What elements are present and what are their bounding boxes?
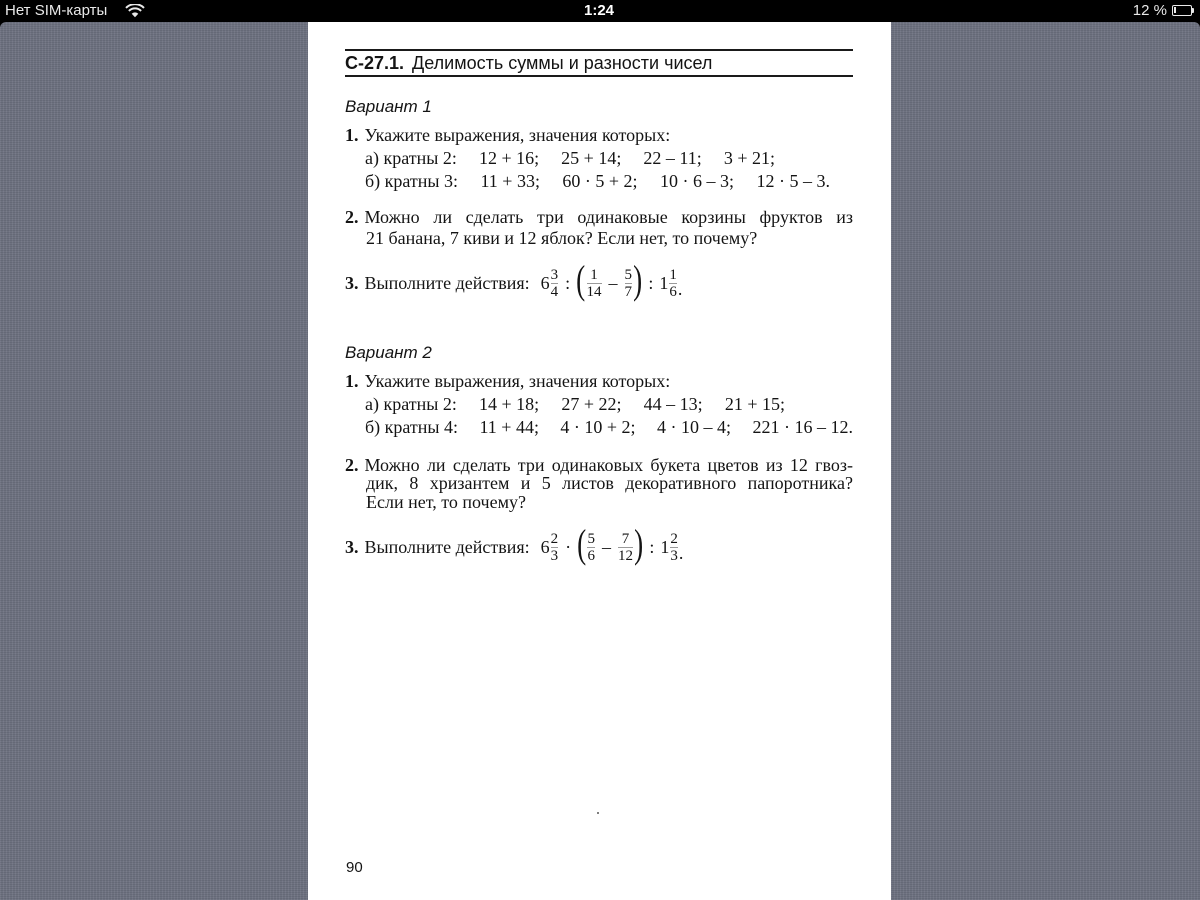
- battery-percentage: 12 %: [1132, 2, 1167, 19]
- fraction-denominator: 6: [669, 283, 677, 300]
- task-text: Можно ли сделать три одинаковых букета цветов из 12 гвоз-: [364, 455, 853, 475]
- expression-item: 11 + 44;: [479, 417, 539, 437]
- exercise-code: С-27.1.: [345, 53, 405, 73]
- expression-item: 11 + 33;: [480, 171, 540, 191]
- part-label: б) кратны 4:: [365, 417, 459, 437]
- page-speck: [597, 812, 599, 814]
- variant-1-task-1-part-b: [365, 170, 830, 192]
- fraction-denominator: 3: [550, 547, 559, 564]
- expression-item: 27 + 22;: [561, 394, 622, 414]
- operator: –: [608, 272, 618, 293]
- task-text: Укажите выражения, значения которых:: [364, 371, 671, 391]
- fraction: [625, 267, 633, 300]
- operator: :: [648, 272, 654, 293]
- expression-item: 14 + 18;: [479, 394, 540, 414]
- fraction-denominator: 14: [586, 283, 602, 300]
- expression-item: 22 – 11;: [643, 148, 702, 168]
- task-text: Можно ли сделать три одинаковые корзины фруктов из: [364, 207, 853, 227]
- fraction: [618, 531, 633, 564]
- task-text: Выполните действия:: [364, 536, 530, 557]
- operator: :: [565, 272, 571, 293]
- open-parenthesis: (: [576, 257, 586, 302]
- fraction-numerator: 1: [669, 266, 677, 283]
- expression-item: 4 · 10 + 2;: [560, 417, 636, 437]
- fraction: [670, 531, 678, 564]
- battery-icon: [1172, 5, 1192, 16]
- part-label: а) кратны 2:: [365, 148, 457, 168]
- fraction-denominator: 12: [617, 547, 633, 564]
- mixed-number-whole: 1: [659, 272, 669, 293]
- document-page[interactable]: [308, 22, 891, 900]
- wifi-icon: [125, 4, 145, 18]
- task-number: 1.: [345, 125, 359, 145]
- expression-item: 60 · 5 + 2;: [562, 171, 638, 191]
- expression-item: 4 · 10 – 4;: [657, 417, 732, 437]
- battery-nub: [1192, 8, 1194, 13]
- expression-item: 21 + 15;: [724, 394, 785, 414]
- task-number: 3.: [345, 536, 359, 557]
- mixed-number-whole: 1: [660, 536, 670, 557]
- part-label: а) кратны 2:: [365, 394, 457, 414]
- fraction-numerator: 5: [624, 266, 632, 283]
- variant-1-title: Вариант 1: [345, 97, 432, 116]
- task-text: Укажите выражения, значения которых:: [364, 125, 671, 145]
- variant-2-task-2-line-2: дик, 8 хризантем и 5 листов декоративного папоротника?: [366, 473, 853, 493]
- open-parenthesis: (: [577, 521, 587, 566]
- fraction-numerator: 2: [550, 530, 559, 547]
- exercise-title: Делимость суммы и разности чисел: [412, 53, 713, 73]
- document-viewer[interactable]: [0, 22, 1200, 900]
- fraction-denominator: 4: [550, 283, 559, 300]
- page-number: 90: [346, 859, 363, 876]
- expression-item: 10 · 6 – 3;: [660, 171, 735, 191]
- variant-1-task-1-part-a: [365, 147, 775, 169]
- variant-2-task-2-line-3: Если нет, то почему?: [366, 492, 526, 512]
- fraction-numerator: 2: [670, 530, 678, 547]
- fraction: [587, 531, 595, 564]
- variant-1-task-1: [345, 124, 670, 146]
- fraction-numerator: 7: [621, 530, 630, 547]
- variant-2-task-1-part-b: [365, 416, 853, 438]
- expression-item: 12 · 5 – 3.: [756, 171, 830, 191]
- expression-item: 221 · 16 – 12.: [752, 417, 853, 437]
- fraction: [669, 267, 677, 300]
- fraction-numerator: 3: [550, 266, 559, 283]
- fraction-denominator: 3: [670, 547, 678, 564]
- task-number: 2.: [345, 455, 359, 475]
- header-bottom-rule: [345, 75, 853, 77]
- variant-2-title: Вариант 2: [345, 343, 432, 362]
- page-title: [345, 53, 712, 73]
- battery-level-fill: [1174, 7, 1176, 13]
- fraction: [551, 267, 559, 300]
- fraction-numerator: 5: [587, 530, 595, 547]
- fraction-denominator: 7: [624, 283, 632, 300]
- header-top-rule: [345, 49, 853, 51]
- expression-end: .: [677, 278, 683, 299]
- task-text: Выполните действия:: [364, 272, 530, 293]
- fraction: [587, 267, 602, 300]
- close-parenthesis: ): [634, 521, 644, 566]
- status-bar: [0, 0, 1200, 22]
- expression-end: .: [678, 542, 684, 563]
- mixed-number-whole: 6: [540, 272, 550, 293]
- variant-2-task-1-part-a: [365, 393, 785, 415]
- expression-item: 12 + 16;: [478, 148, 540, 168]
- part-label: б) кратны 3:: [365, 171, 459, 191]
- task-number: 3.: [345, 272, 359, 293]
- fraction: [551, 531, 559, 564]
- fraction-numerator: 1: [590, 266, 598, 283]
- task-3-lead: [345, 273, 530, 294]
- task-number: 2.: [345, 207, 359, 227]
- mixed-number-whole: 6: [540, 536, 550, 557]
- variant-1-task-2-line-2: 21 банана, 7 киви и 12 яблок? Если нет, то почему?: [366, 228, 758, 248]
- operator: ·: [565, 536, 572, 557]
- clock: 1:24: [583, 2, 615, 19]
- operator: –: [601, 536, 611, 557]
- operator: :: [649, 536, 655, 557]
- variant-2-task-3: [345, 521, 684, 567]
- variant-1-task-2-line-1: [345, 206, 853, 228]
- close-parenthesis: ): [633, 257, 643, 302]
- fraction-denominator: 6: [587, 547, 595, 564]
- variant-1-task-3: [345, 257, 683, 303]
- expression-item: 44 – 13;: [643, 394, 703, 414]
- task-3-lead: [345, 537, 530, 558]
- expression-item: 25 + 14;: [561, 148, 622, 168]
- expression-item: 3 + 21;: [723, 148, 775, 168]
- carrier-label: Нет SIM-карты: [5, 2, 108, 19]
- task-number: 1.: [345, 371, 359, 391]
- variant-2-task-1: [345, 370, 670, 392]
